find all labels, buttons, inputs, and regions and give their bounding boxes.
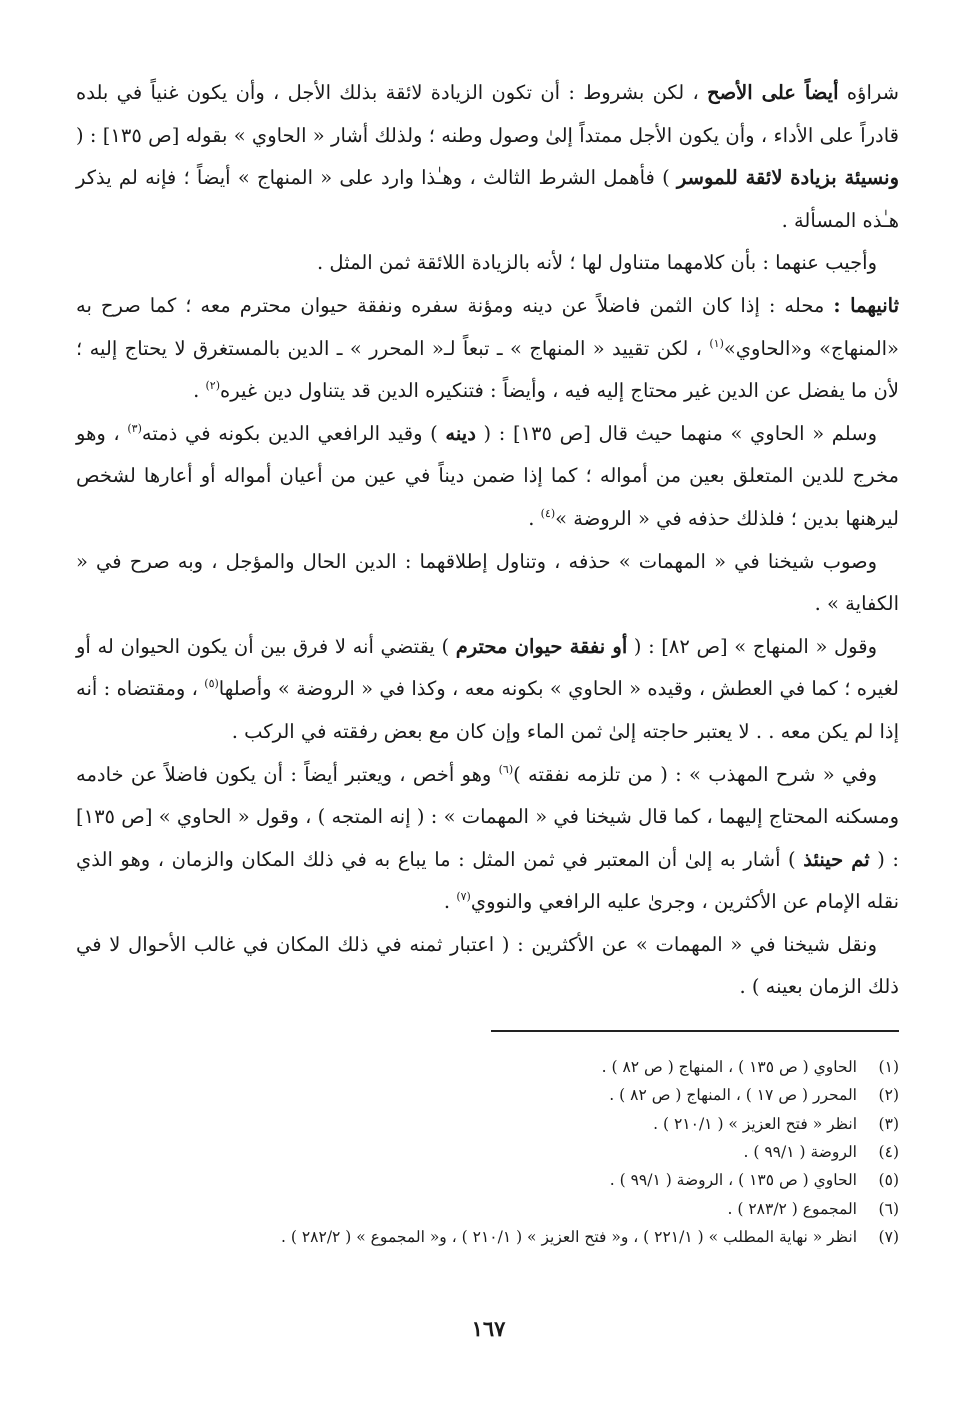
- paragraph: [76, 541, 899, 626]
- footnote-item: [76, 1110, 899, 1138]
- footnote-number: (٤): [878, 1142, 899, 1161]
- footnote-ref: (٢): [205, 379, 220, 393]
- footnote-item: [76, 1053, 899, 1081]
- footnote-ref: (١): [709, 336, 724, 350]
- text-segment: ونقل شيخنا في « المهمات » عن الأكثرين : ( اعتبار ثمنه في ذلك المكان في غالب الأحوال لا في ذلك الزمان بعينه ) .: [76, 932, 899, 999]
- footnote-text: المحرر ( ص ١٧ ) ، المنهاج ( ص ٨٢ ) .: [609, 1086, 857, 1105]
- footnote-number: (١): [878, 1058, 899, 1077]
- footnote-item: [76, 1081, 899, 1109]
- text-segment: ، لكن تقييد « المنهاج » ـ تبعاً لـ« المحرر » ـ الدين بالمستغرق لا يحتاج إليه ؛ لأن ما يفضل عن الدين غير محتاج إليه فيه ، وأيضاً : فتنكيره الدين قد يتناول دين غيره: [76, 336, 899, 403]
- paragraph: [76, 924, 899, 1009]
- text-segment: ) يقتضي أنه لا فرق بين أن يكون الحيوان له أو لغيره ؛ كما في العطش ، وقيده « الحاوي » بكونه معه ، وكذا في « الروضة » وأصلها: [76, 634, 899, 701]
- text-segment: ، لكن بشروط : أن تكون الزيادة لائقة بذلك الأجل ، وأن يكون غنياً في بلده قادراً على الأداء ، وأن يكون الأجل ممتداً إلىٰ وصول وطنه ؛ ولذلك أشار « الحاوي » بقوله [ص ١٣٥] : (: [76, 81, 899, 147]
- bold-text: أو نفقة حيوان محترم: [455, 634, 628, 658]
- footnote-text: الروضة ( ٩٩/١ ) .: [743, 1142, 857, 1161]
- footnote-item: [76, 1195, 899, 1223]
- footnote-number: (٦): [878, 1199, 899, 1218]
- footnote-number: (٢): [878, 1086, 899, 1105]
- bold-text: أيضاً على الأصح: [707, 81, 839, 104]
- paragraph: [76, 242, 899, 285]
- text-segment: ) وقيد الرافعي الدين بكونه في ذمته: [141, 421, 446, 445]
- footnote-item: [76, 1223, 899, 1251]
- paragraph: [76, 285, 899, 413]
- footnote-item: [76, 1166, 899, 1194]
- main-text: [76, 72, 899, 1009]
- footnote-separator: [491, 1030, 899, 1032]
- bold-text: ونسيئة بزيادة لائقة للموسر: [676, 166, 899, 190]
- footnotes: [76, 1053, 899, 1251]
- text-segment: وسلم « الحاوي » منهما حيث قال [ص ١٣٥] : (: [475, 421, 877, 445]
- footnote-ref: (٥): [204, 677, 219, 691]
- text-segment: .: [528, 506, 541, 530]
- footnote-number: (٧): [878, 1227, 899, 1246]
- footnote-item: [76, 1138, 899, 1166]
- bold-text: ثانيهما :: [833, 293, 899, 317]
- text-segment: شراؤه: [838, 81, 899, 104]
- footnote-text: الحاوي ( ص ١٣٥ ) ، الروضة ( ٩٩/١ ) .: [609, 1171, 857, 1190]
- text-segment: .: [443, 890, 457, 914]
- text-segment: ) فأهمل الشرط الثالث ، وهـٰذا وارد على « المنهاج » أيضاً ؛ فإنه لم يذكر هـٰذه المسألة .: [76, 166, 899, 232]
- bold-text: دينه: [445, 421, 476, 445]
- footnote-ref: (٤): [540, 506, 556, 520]
- footnote-text: الحاوي ( ص ١٣٥ ) ، المنهاج ( ص ٨٢ ) .: [601, 1058, 857, 1077]
- footnote-text: المجموع ( ٢٨٣/٢ ) .: [727, 1199, 857, 1218]
- footnote-ref: (٣): [127, 421, 142, 435]
- text-segment: ) أشار به إلىٰ أن المعتبر في ثمن المثل : ما يباع به في ذلك المكان والزمان ، وهو الذي نقله الإمام عن الأكثرين ، وجرىٰ عليه الرافعي والنووي: [76, 847, 899, 914]
- footnote-number: (٥): [878, 1171, 899, 1190]
- footnote-ref: (٧): [456, 890, 471, 904]
- text-segment: وأجيب عنهما : بأن كلامهما متناول لها ؛ لأنه بالزيادة اللائقة ثمن المثل .: [317, 251, 877, 275]
- text-segment: محله : إذا كان الثمن فاضلاً عن دينه ومؤنة سفره ونفقة حيوان محترم معه ؛ كما صرح به «المنهاج» و«الحاوي»: [76, 293, 899, 360]
- footnote-ref: (٦): [498, 762, 514, 776]
- text-segment: ، ومقتضاه : أنه إذا لم يكن معه . . لا يعتبر حاجته إلىٰ ثمن الماء وإن كان مع بعض رفقته في الركب .: [76, 677, 899, 743]
- paragraph: [76, 626, 899, 754]
- text-segment: وفي « شرح المهذب » : ( من تلزمه نفقته ): [513, 762, 877, 786]
- paragraph: [76, 72, 899, 242]
- footnote-number: (٣): [878, 1114, 899, 1133]
- footnote-text: انظر « فتح العزيز » ( ٢١٠/١ ) .: [653, 1114, 857, 1133]
- text-segment: وصوب شيخنا في « المهمات » حذفه ، وتناول إطلاقهما : الدين الحال والمؤجل ، وبه صرح في « الكفاية » .: [76, 549, 899, 616]
- text-segment: .: [193, 379, 206, 403]
- text-segment: ، وهو مخرج للدين المتعلق بعين من أمواله ؛ كما إذا ضمن ديناً في عين من أعيان أمواله أو أعارها لشخص ليرهنها بدين ؛ فلذلك حذفه في « الروضة »: [76, 421, 899, 530]
- paragraph: [76, 754, 899, 924]
- text-segment: وقول « المنهاج » [ص ٨٢] : (: [627, 634, 877, 658]
- footnote-text: انظر « نهاية المطلب » ( ٢٢١/١ ) ، و« فتح العزيز » ( ٢١٠/١ ) ، و« المجموع » ( ٢٨٢/٢ ) .: [281, 1227, 857, 1246]
- paragraph: [76, 413, 899, 541]
- page-number: ١٦٧: [471, 1316, 506, 1341]
- bold-text: ثم حينئذ: [803, 847, 870, 871]
- text-segment: وهو أخص ، ويعتبر أيضاً : أن يكون فاضلاً عن خادمه ومسكنه المحتاج إليهما ، كما قال شيخنا في « المهمات » : ( إنه المتجه ) ، وقول « الحاوي » [ص ١٣٥] : (: [76, 762, 900, 871]
